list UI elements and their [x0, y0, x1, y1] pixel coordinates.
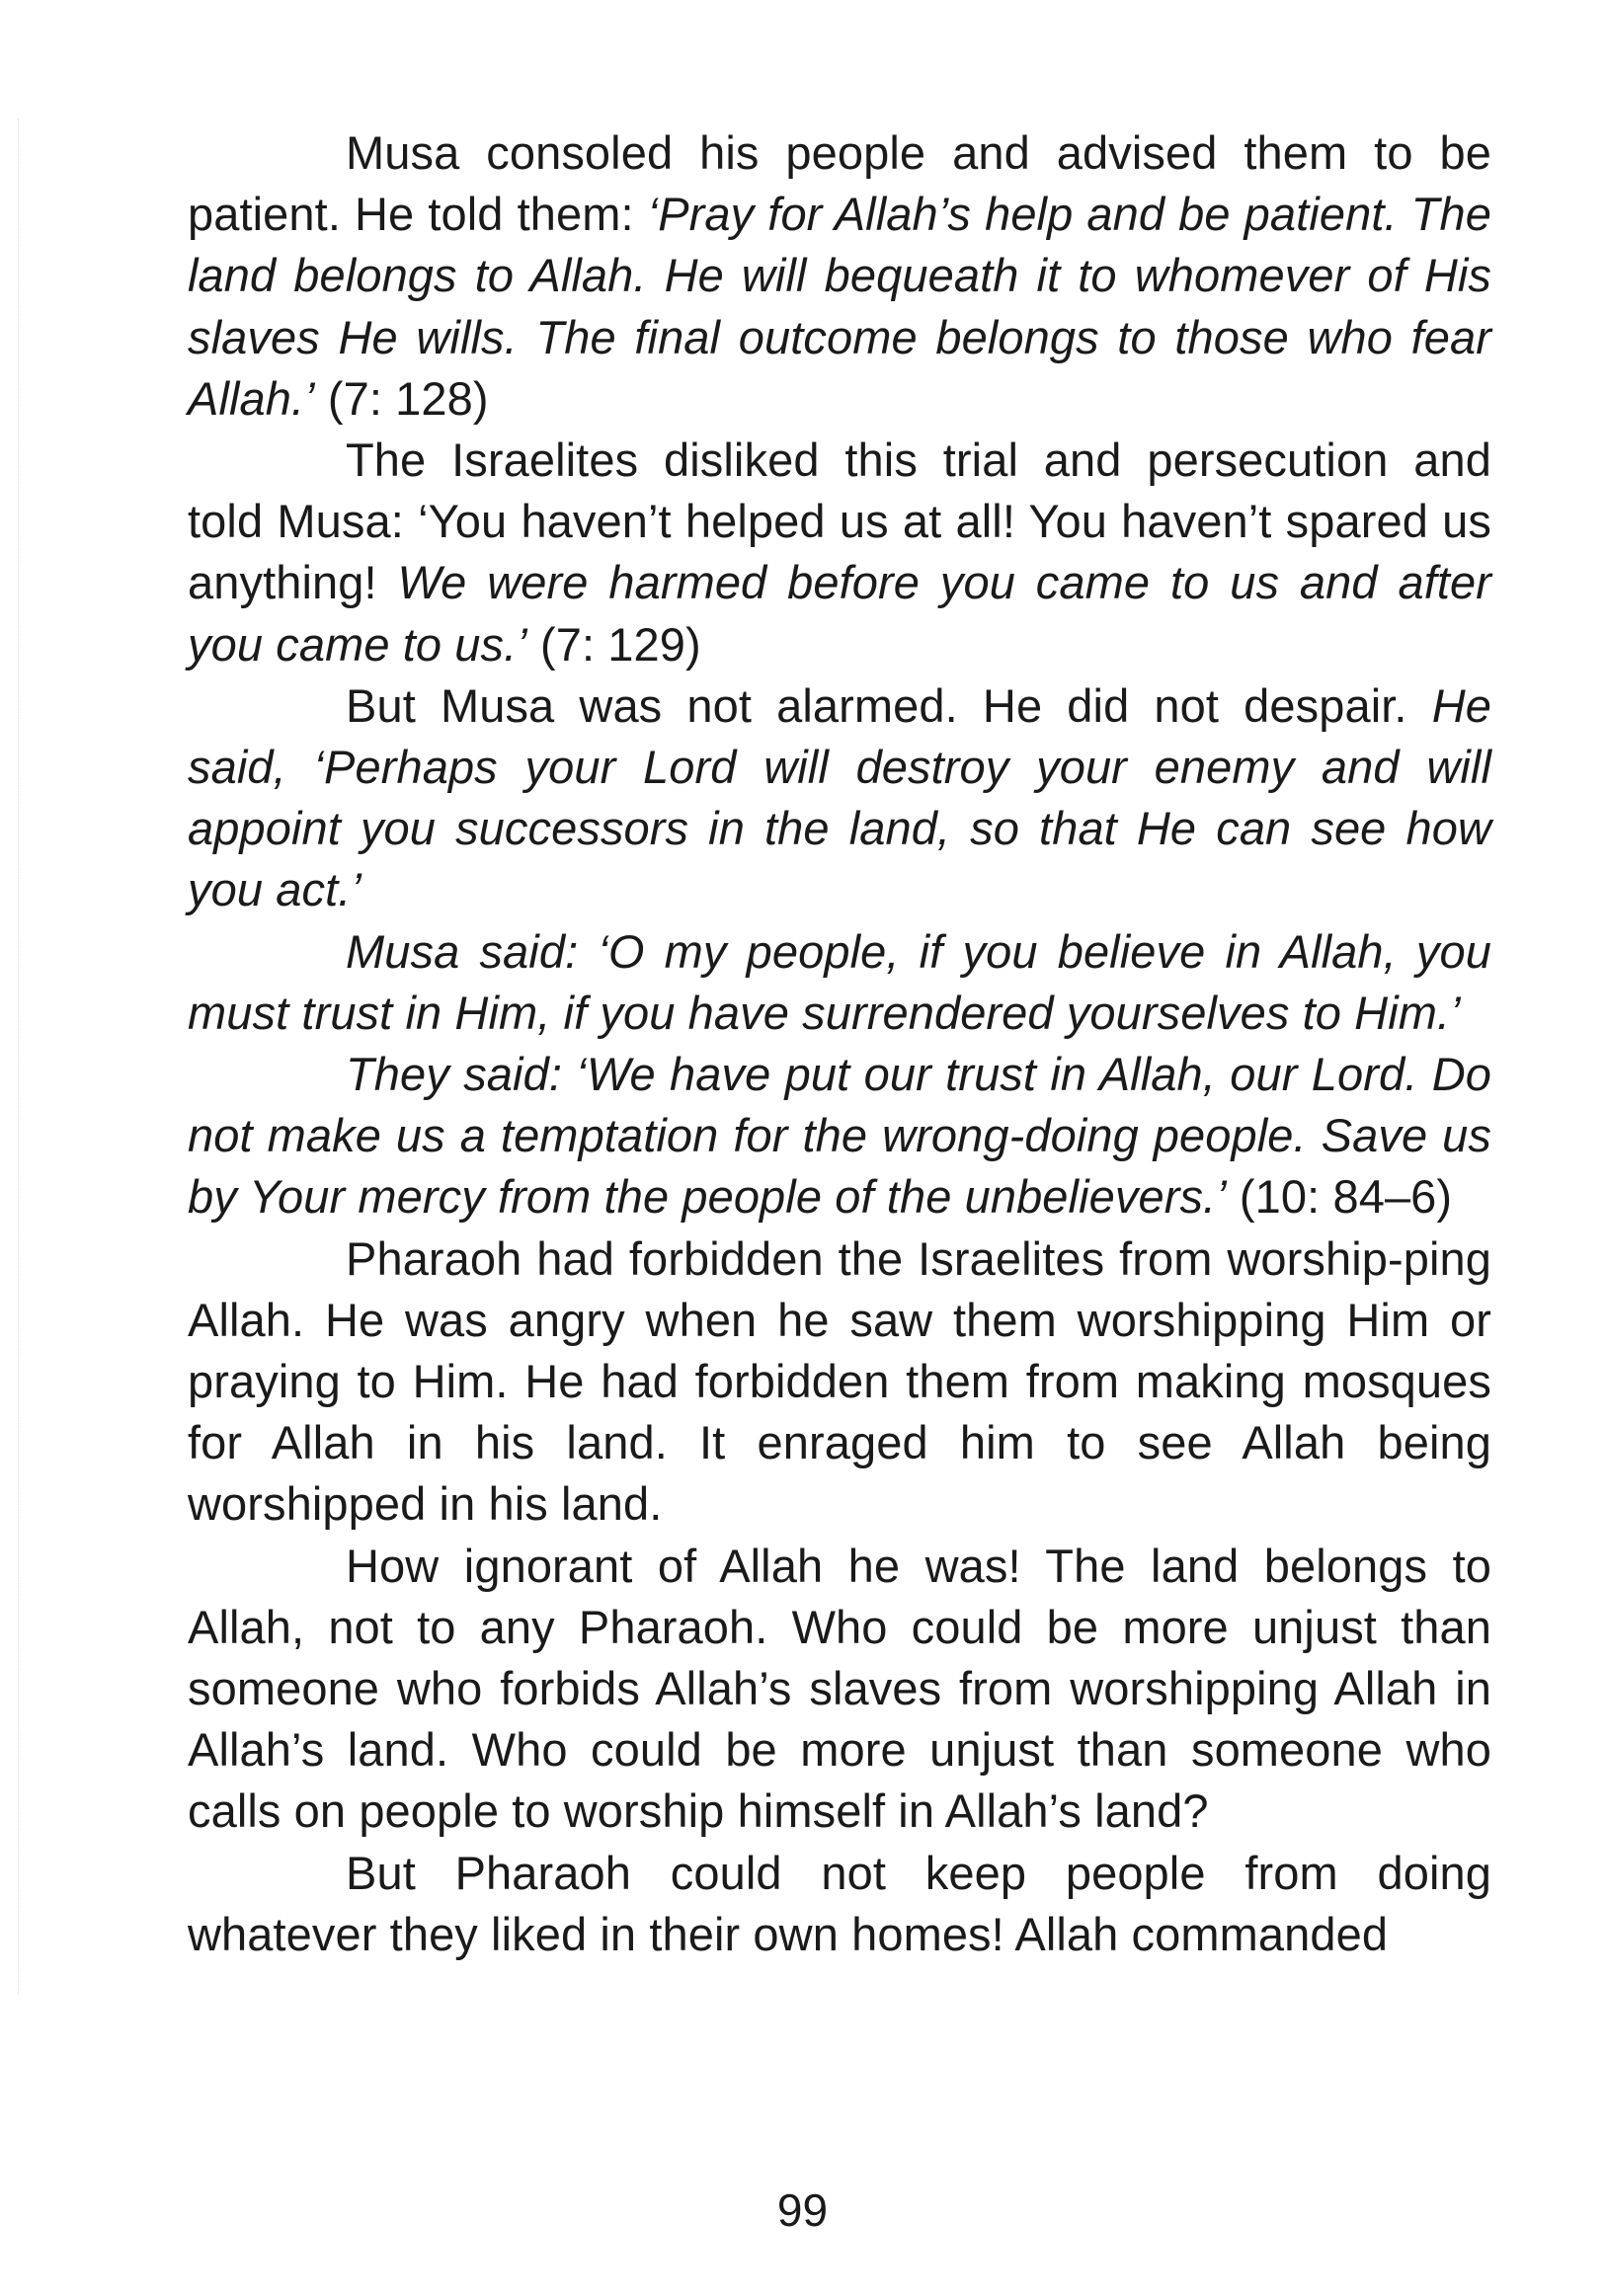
paragraph — [188, 675, 1491, 921]
text-segment: But Pharaoh could not keep people from doing whatever they liked in their own homes! Allah commanded — [188, 1846, 1491, 1960]
text-segment: How ignorant of Allah he was! The land belongs to Allah, not to any Pharaoh. Who could be more unjust than someone who forbids Allah’s slaves from worshipping Allah in Allah’s land. Who could be more unjust than someone who calls on people to worship himself in Allah’s land? — [188, 1539, 1491, 1838]
paragraph — [188, 921, 1491, 1044]
paragraph — [188, 1228, 1491, 1536]
paragraph — [188, 1843, 1491, 1965]
quran-quote: They said: ‘We have put our trust in Allah, our Lord. Do not make us a temptation for the wrong-doing people. Save us by Your mercy from the people of the unbelievers.’ — [188, 1048, 1491, 1224]
paragraph — [188, 1044, 1491, 1228]
verse-reference: (7: 129) — [526, 617, 701, 671]
quran-quote: ‘Pray for Allah’s help and be patient. The land belongs to Allah. He will bequeath it to whomever of His slaves He wills. The final outcome belongs to those who fear Allah.’ — [188, 188, 1491, 425]
paragraph — [188, 1536, 1491, 1843]
quran-quote: He said, ‘Perhaps your Lord will destroy your enemy and will appoint you successors in the land, so that He can see how you act.’ — [188, 678, 1491, 916]
quran-quote: We were harmed before you came to us and after you came to us.’ — [188, 556, 1492, 671]
paragraph — [188, 430, 1491, 675]
paragraph — [188, 122, 1491, 430]
verse-reference: (7: 128) — [314, 371, 489, 425]
body-text — [188, 122, 1491, 1965]
text-segment: The Israelites disliked this trial and persecution and told Musa: ‘You haven’t helped us at all! You haven’t spared us anything! — [188, 434, 1491, 609]
quran-quote: Musa said: ‘O my people, if you believe in Allah, you must trust in Him, if you have surrendered yourselves to Him.’ — [188, 924, 1491, 1039]
text-segment: Pharaoh had forbidden the Israelites from worship-ping Allah. He was angry when he saw them worshipping Him or praying to Him. He had forbidden them from making mosques for Allah in his land. It enraged him to see Allah being worshipped in his land. — [188, 1231, 1491, 1531]
verse-reference: (10: 84–6) — [1226, 1170, 1453, 1224]
text-segment: Musa consoled his people and advised them to be patient. He told them: — [188, 126, 1491, 241]
text-segment: But Musa was not alarmed. He did not despair. — [346, 678, 1432, 732]
page-number: 99 — [776, 2184, 829, 2236]
scan-edge-marks — [18, 119, 23, 1995]
